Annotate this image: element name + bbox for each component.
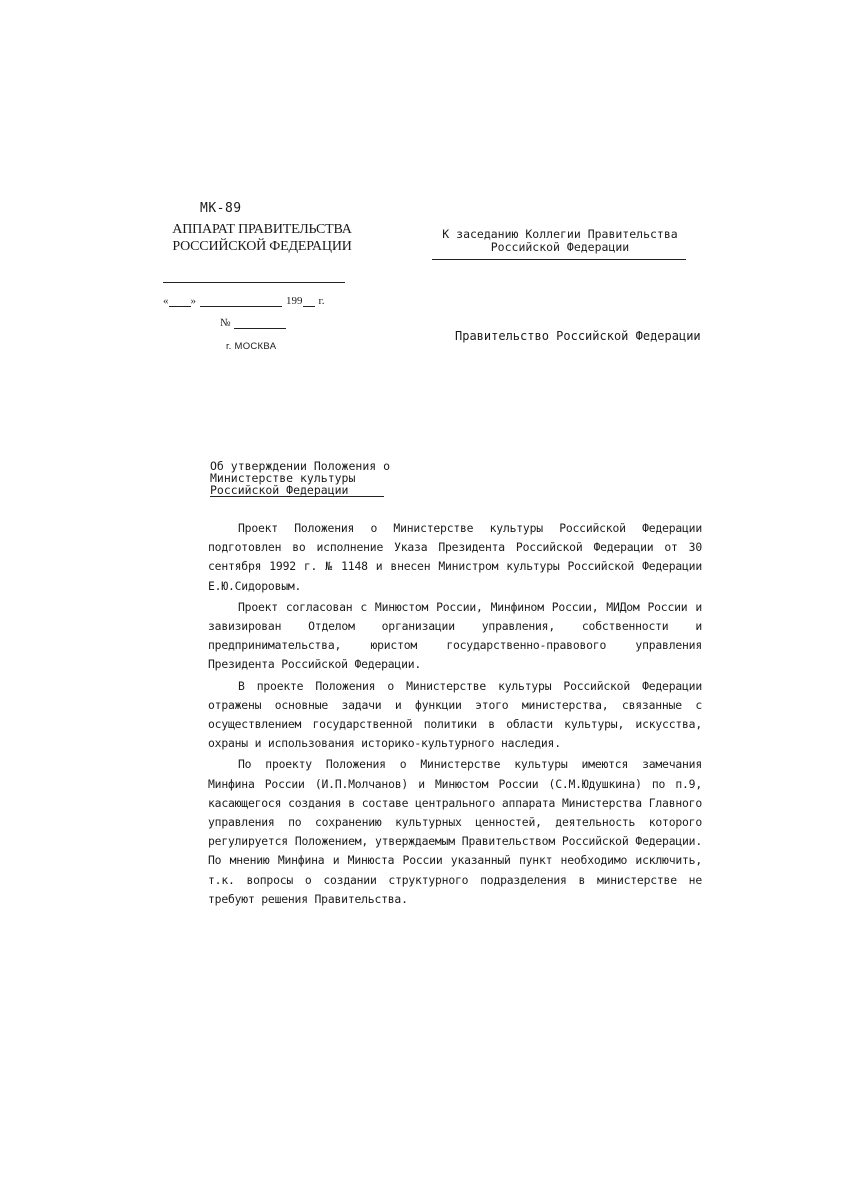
body-text: [208, 519, 702, 911]
day-blank: [169, 296, 191, 307]
subject-line-3: Российской Федерации: [210, 484, 384, 497]
year-prefix: 199: [286, 295, 303, 307]
addressee-line-2: Российской Федерации: [490, 240, 630, 254]
paragraph-1: Проект Положения о Министерстве культуры Российской Федерации подготовлен во исполнение Указа Президента Российской Федерации от 30 сентября 1992 г. № 1148 и внесен Министром культуры Российской Федерации Е.Ю.Сидоровым.: [208, 521, 702, 593]
subject-line-2: Министерстве культуры: [210, 471, 356, 485]
number-label: №: [220, 317, 231, 329]
document-code: МК-89: [200, 201, 242, 216]
date-line: [163, 295, 325, 307]
addressee-divider: [432, 259, 686, 260]
date-open-quote: «: [163, 295, 169, 307]
subject-line-1: Об утверждении Положения о: [210, 459, 391, 473]
date-close-quote: »: [190, 295, 196, 307]
addressee-line-1: К заседанию Коллегии Правительства: [442, 227, 678, 241]
recipient: Правительство Российской Федерации: [455, 329, 701, 343]
paragraph-4: По проекту Положения о Министерстве культуры имеются замечания Минфина России (И.П.Молчанов) и Минюстом России (С.М.Юдушкина) по п.9, касающегося создания в составе центрального аппарата Министерства Главного управления по сохранению культурных ценностей, деятельность которого регулируется Положением, утверждаемым Правительством Российской Федерации. По мнению Минфина и Минюста России указанный пункт необходимо исключить, т.к. вопросы о создании структурного подразделения в министерстве не требуют решения Правительства.: [208, 757, 702, 906]
organization-line-1: АППАРАТ ПРАВИТЕЛЬСТВА: [172, 222, 352, 237]
addressee-block: [432, 228, 688, 254]
month-blank: [200, 296, 282, 307]
number-blank: [234, 318, 286, 329]
number-line: [220, 317, 286, 329]
year-suffix: г.: [318, 295, 325, 307]
organization-line-2: РОССИЙСКОЙ ФЕДЕРАЦИИ: [172, 239, 352, 254]
paragraph-2: Проект согласован с Минюстом России, Минфином России, МИДом России и завизирован Отделом организации управления, собственности и предпринимательства, юристом государственно-правового управления Президента Российской Федерации.: [208, 599, 702, 672]
organization-name: [172, 221, 352, 255]
city: г. МОСКВА: [226, 341, 277, 352]
subject-block: [210, 460, 430, 497]
paragraph-3: В проекте Положения о Министерстве культуры Российской Федерации отражены основные задачи и функции этого министерства, связанные с осуществлением государственной политики в области культуры, искусства, охраны и использования историко-культурного наследия.: [208, 678, 702, 751]
organization-divider: [163, 282, 345, 283]
year-blank: [303, 296, 315, 307]
